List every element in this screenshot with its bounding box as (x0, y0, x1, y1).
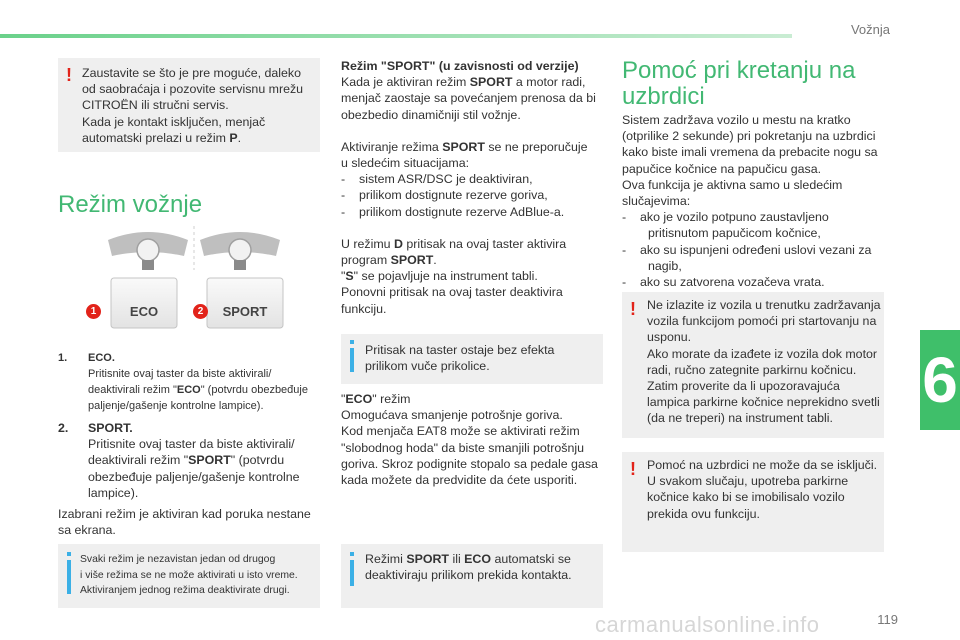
text-line: Zaustavite se što je pre moguće, daleko (82, 66, 302, 80)
text-line: Ako morate da izađete iz vozila dok motor (647, 346, 878, 361)
text-line: Zatim proverite da li upozoravajuća (647, 379, 840, 394)
text-line: Ne izlazite iz vozila u trenutku zadržavanja (647, 298, 881, 312)
text-line: Režimi SPORT ili ECO automatski se (365, 552, 571, 566)
heading-hill-start: Pomoć pri kretanju na uzbrdici (622, 57, 856, 110)
text-line: U svakom slučaju, upotreba parkirne (647, 474, 849, 489)
text-line: Pritisak na taster ostaje bez efekta (365, 343, 555, 357)
section-title: Vožnja (850, 22, 890, 37)
text-line: kočnice kako bi se imobilisalo vozilo (647, 490, 845, 505)
text-line: slučajevima: (622, 194, 691, 209)
sport-button[interactable]: SPORT (222, 304, 268, 319)
text-line: Omogućava smanjenje potrošnje goriva. (341, 408, 563, 423)
steering-wheel-icon (108, 232, 188, 270)
text-line: vozila funkcijom pomoći pri startovanju na (647, 314, 877, 329)
item-title: SPORT. (88, 421, 133, 435)
text-line: prilikom vuče prikolice. (365, 359, 490, 374)
text-line: automatski prelazi u režim P. (82, 130, 242, 145)
text-line: menjač zaostaje sa povećanjem prenosa da bi (341, 91, 596, 106)
info-box-2 (341, 334, 603, 384)
text-line: Pomoć na uzbrdici ne može da se isključi. (647, 458, 878, 472)
text-line: goriva. Skroz podignite stopalo sa pedale gasa (341, 456, 598, 471)
list-item: - prilikom dostignute rezerve AdBlue-a. (341, 204, 565, 219)
subheading-sport: Režim "SPORT" (u zavisnosti od verzije) (341, 59, 579, 73)
text-line: Kada je aktiviran režim SPORT a motor radi, (341, 75, 586, 90)
text-line: prekida ovu funkciju. (647, 506, 760, 521)
text-line: lampice). (88, 485, 139, 500)
text-line: pritisnutom papučicom kočnice, (648, 226, 821, 241)
item-number: 1. (58, 352, 68, 364)
text-line: Kod menjača EAT8 može se aktivirati režim (341, 424, 580, 439)
text-line: Ova funkcija je aktivna samo u sledećim (622, 177, 843, 192)
watermark: carmanualsonline.info (595, 612, 820, 637)
list-item: - ako su zatvorena vozačeva vrata. (622, 275, 825, 290)
text-line: deaktiviraju prilikom prekida kontakta. (365, 568, 572, 583)
warning-icon: ! (630, 299, 636, 319)
warning-icon: ! (630, 459, 636, 479)
text-line: CITROËN ili stručni servis. (82, 98, 229, 113)
text-line: Kada je kontakt isključen, menjač (82, 114, 266, 129)
text-line: deaktivirali režim "ECO" (potvrdu obezbeđuje (88, 384, 308, 396)
text-line: deaktivirali režim "SPORT" (potvrdu (88, 453, 285, 468)
warning-box-3 (622, 452, 884, 552)
warning-box-2 (622, 292, 884, 438)
text-line: lampica parkirne kočnice neprekidno svetli (647, 395, 880, 410)
text-line: i više režima se ne može aktivirati u isto vreme. (80, 569, 298, 581)
warning-icon: ! (66, 65, 72, 85)
text-line: Izabrani režim je aktiviran kad poruka nestane (58, 507, 311, 521)
text-line: "slobodnog hoda" da biste smanjili potrošnju (341, 440, 584, 455)
text-line: kada možete da predvidite da ćete usporiti. (341, 473, 578, 488)
subheading-eco: "ECO" režim (341, 392, 411, 406)
list-item: - ako je vozilo potpuno zaustavljeno (622, 210, 829, 225)
list-item: - sistem ASR/DSC je deaktiviran, (341, 172, 533, 187)
text-line: Aktiviranjem jednog režima deaktivirate drugi. (80, 585, 290, 596)
text-line: paljenje/gašenje kontrolne lampice). (88, 400, 264, 412)
text-line: obezbedio dinamičniji stil vožnje. (341, 107, 521, 122)
page-number: 119 (877, 612, 898, 627)
text-line: nagib, (648, 258, 682, 273)
text-line: papučice kočnice na papučicu gasa. (622, 161, 822, 176)
info-icon (350, 560, 354, 586)
text-line: (da ne treperi) na instrument tabli. (647, 411, 833, 426)
info-box-1 (58, 544, 320, 608)
text-line: "S" se pojavljuje na instrument tabli. (341, 269, 538, 284)
eco-button[interactable]: ECO (129, 304, 159, 319)
text-line: Pritisnite ovaj taster da biste aktivirali/ (88, 437, 295, 452)
steering-wheel-icon (200, 232, 280, 270)
text-line: U režimu D pritisak na ovaj taster aktivira (341, 236, 567, 251)
info-box-3 (341, 544, 603, 608)
info-icon (67, 560, 71, 594)
text-line: Aktiviranje režima SPORT se ne preporučuje (341, 139, 588, 154)
text-line: od saobraćaja i pozovite servisnu mrežu (82, 82, 304, 97)
text-line: Sistem zadržava vozilo u mestu na kratko (622, 113, 851, 127)
header-bar (0, 34, 792, 38)
text-line: Pritisnite ovaj taster da biste aktivirali/ (88, 368, 272, 380)
text-line: Svaki režim je nezavistan jedan od drugog (80, 554, 276, 565)
text-line: program SPORT. (341, 253, 437, 268)
item-number: 2. (58, 421, 69, 435)
mode-buttons-illustration (94, 222, 294, 340)
badge-1: 1 (86, 304, 101, 319)
text-line: usponu. (647, 330, 692, 345)
text-line: obezbeđuje paljenje/gašenje kontrolne (88, 469, 300, 484)
text-line: sa ekrana. (58, 523, 116, 538)
text-line: radi, ručno zategnite parkirnu kočnicu. (647, 362, 857, 377)
text-line: funkciju. (341, 301, 387, 316)
list-item: - ako su ispunjeni određeni uslovi vezani za (622, 242, 872, 257)
badge-2: 2 (193, 304, 208, 319)
info-icon (350, 348, 354, 372)
text-line: kako biste imali vremena da prebacite nogu sa (622, 145, 878, 160)
warning-box-1 (58, 58, 320, 152)
text-line: (otprilike 2 sekunde) pri pokretanju na uzbrdici (622, 129, 876, 144)
chapter-tab[interactable]: 6 (920, 330, 960, 430)
list-item: - prilikom dostignute rezerve goriva, (341, 188, 548, 203)
heading-drive-mode: Režim vožnje (58, 191, 203, 218)
item-title: ECO. (88, 352, 115, 364)
text-line: Ponovni pritisak na ovaj taster deaktivira (341, 285, 563, 300)
text-line: u sledećim situacijama: (341, 156, 470, 171)
